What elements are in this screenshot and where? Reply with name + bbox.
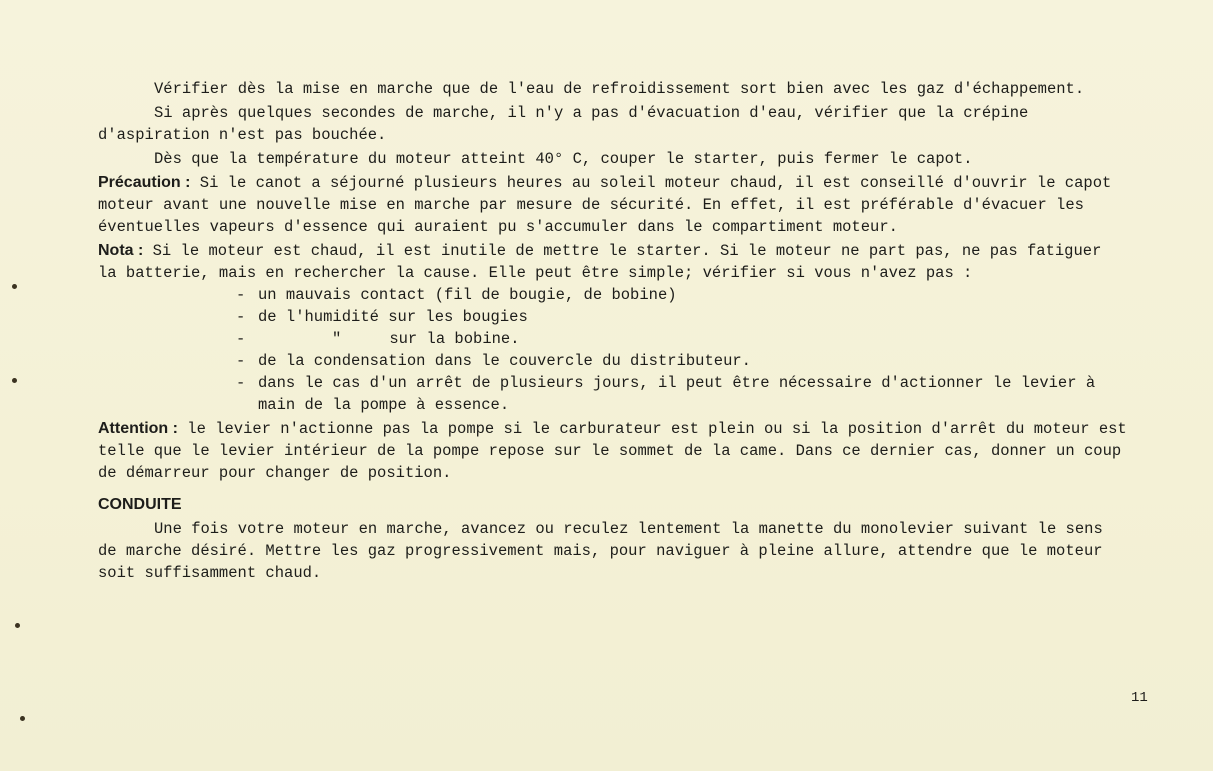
list-dash: - [236,352,246,370]
page-number: 11 [1131,690,1148,706]
list-item: - de l'humidité sur les bougies [236,308,528,326]
ditto-mark: " [332,330,342,348]
paragraph-cooling-water: Vérifier dès la mise en marche que de l'eau de refroidissement sort bien avec les gaz d'échappement. [154,80,1085,98]
precaution-label: Précaution : [98,174,191,191]
binding-hole-mark [12,378,17,383]
list-dash: - [236,330,246,348]
paragraph-water-evacuation: Si après quelques secondes de marche, il n'y a pas d'évacuation d'eau, vérifier que la crépine d'aspiration n'est pas bouchée. [98,104,1029,144]
section-heading-conduite: CONDUITE [98,496,182,513]
nota-text: Si le moteur est chaud, il est inutile de mettre le starter. Si le moteur ne part pas, ne pas fatiguer la batterie, mais en rechercher la cause. Elle peut être simple; vérifier si vous n'avez pas : [98,242,1102,282]
paragraph-attention [98,418,1128,484]
paragraph-conduite: Une fois votre moteur en marche, avancez ou reculez lentement la manette du monolevier suivant le sens de marche désiré. Mettre les gaz progressivement mais, pour naviguer à pleine allure, attendre que le moteur soit suffisamment chaud. [98,520,1103,582]
paragraph-precaution [98,172,1128,238]
binding-hole-mark [20,716,25,721]
list-item: - un mauvais contact (fil de bougie, de bobine) [236,286,677,304]
list-dash: - [236,308,246,326]
causes-list [98,284,1128,416]
paragraph-nota [98,240,1128,284]
binding-hole-mark [12,284,17,289]
list-item: - " sur la bobine. [236,330,520,348]
list-dash: - [236,286,246,304]
attention-text: le levier n'actionne pas la pompe si le carburateur est plein ou si la position d'arrêt du moteur est telle que le levier intérieur de la pompe repose sur le sommet de la came. Dans ce dernier cas, donner un coup de démarreur pour changer de position. [98,420,1127,482]
list-item: - de la condensation dans le couvercle du distributeur. [236,352,751,370]
paragraph-starter-temperature: Dès que la température du moteur atteint 40° C, couper le starter, puis fermer le capot. [154,150,973,168]
precaution-text: Si le canot a séjourné plusieurs heures au soleil moteur chaud, il est conseillé d'ouvrir le capot moteur avant une nouvelle mise en marche par mesure de sécurité. En effet, il est préférable d'évacuer les éventuelles vapeurs d'essence qui auraient pu s'accumuler dans le compartiment moteur. [98,174,1112,236]
list-item: - dans le cas d'un arrêt de plusieurs jours, il peut être nécessaire d'actionner le levier à main de la pompe à essence. [236,374,1096,414]
nota-label: Nota : [98,242,144,259]
document-body [98,78,1128,584]
binding-hole-mark [15,623,20,628]
attention-label: Attention : [98,420,178,437]
list-dash: - [236,374,246,392]
